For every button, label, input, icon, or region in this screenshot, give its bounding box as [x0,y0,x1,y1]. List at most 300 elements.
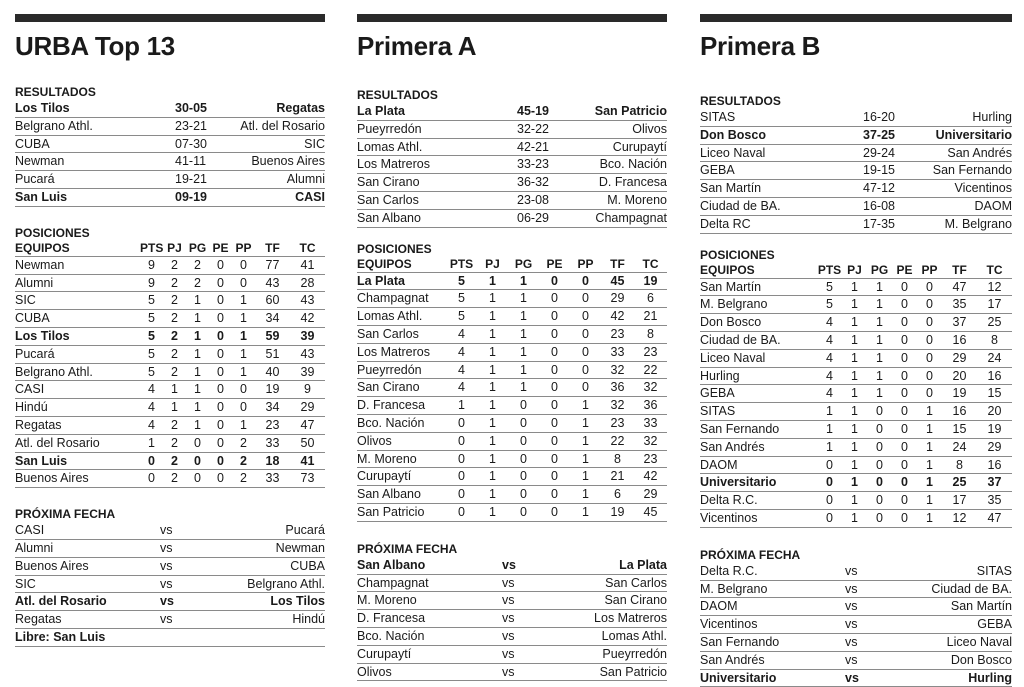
team-name: M. Belgrano [700,297,768,312]
team-name: SIC [15,293,36,308]
standings-row [15,435,325,453]
stat-value: 4 [148,417,155,432]
versus-label: vs [845,652,858,667]
stat-value: 2 [240,471,247,486]
stat-value: 2 [240,453,247,468]
team-name: Newman [15,257,65,272]
score: 30-05 [175,101,207,115]
column-title: URBA Top 13 [15,31,175,61]
stat-value: 35 [952,297,967,312]
stat-value: 1 [194,364,201,379]
stat-value: 33 [265,435,280,450]
stat-value: 1 [926,439,933,454]
stat-value: 1 [194,311,201,326]
stat-value: 17 [952,493,967,508]
away-team: Pucará [285,523,325,538]
stat-value: 42 [300,311,315,326]
stat-value: 50 [300,435,315,450]
stat-value: 2 [171,364,178,379]
stat-value: 2 [171,346,178,361]
stat-value: 0 [876,475,883,490]
team-name: Alumni [15,275,54,290]
score: 37-25 [863,127,895,142]
standings-row [357,397,667,415]
stat-value: 0 [926,332,933,347]
stat-value: 1 [851,439,858,454]
stat-value: 28 [300,275,315,290]
stat-value: 36 [643,398,658,413]
stat-value: 0 [217,346,224,361]
versus-label: vs [502,664,515,679]
stat-value: 0 [520,487,527,502]
stat-value: 35 [987,493,1002,508]
team-name: Champagnat [357,291,429,306]
home-team: Newman [15,154,65,169]
stat-value: 1 [876,386,883,401]
team-name: Los Matreros [357,344,430,359]
stat-value: 5 [826,297,833,312]
stat-value: 1 [520,326,527,341]
team-name: San Martín [700,279,762,294]
home-team: CASI [15,523,45,538]
versus-label: vs [845,634,858,649]
away-team: Lomas Athl. [601,628,667,643]
home-team: San Albano [357,210,421,225]
standings-row [700,439,1012,457]
stat-value: 1 [851,279,858,294]
stat-value: 1 [489,344,496,359]
team-name: SITAS [700,404,736,419]
results-list [700,109,1012,234]
stat-value: 5 [148,293,155,308]
score: 09-19 [175,189,207,204]
stat-value: 36 [610,380,625,395]
home-team: San Martín [700,181,762,196]
standings-row [700,368,1012,386]
versus-label: vs [502,646,515,661]
stat-value: 0 [901,475,908,490]
stat-value: 1 [851,368,858,383]
stat-value: 47 [300,417,315,432]
stat-value: 9 [304,382,311,397]
stat-value: 0 [876,510,883,525]
stat-value: 2 [171,257,178,272]
stat-value: 16 [987,457,1002,472]
team-name: Buenos Aires [15,471,89,486]
stat-value: 0 [876,404,883,419]
stat-value: 1 [826,421,833,436]
stat-value: 1 [926,421,933,436]
score: 23-21 [175,118,207,133]
stat-value: 0 [926,386,933,401]
column-header: PP [921,262,938,277]
stat-value: 0 [926,297,933,312]
stat-value: 4 [826,386,833,401]
stat-value: 9 [148,257,155,272]
versus-label: vs [502,611,515,626]
stat-value: 0 [217,328,224,343]
team-name: Los Tilos [15,328,70,343]
home-team: Delta RC [700,216,751,231]
team-name: CASI [15,382,45,397]
stat-value: 0 [458,487,465,502]
stat-value: 0 [217,311,224,326]
home-team: SIC [15,576,36,591]
results-heading: RESULTADOS [357,88,438,102]
column-header: PTS [140,240,164,255]
home-team: Delta R.C. [700,563,758,578]
stat-value: 4 [458,362,465,377]
home-team: San Albano [357,557,426,572]
positions-header-row [15,241,325,257]
standings-row [700,403,1012,421]
away-team: San Fernando [932,163,1012,178]
stat-value: 25 [952,475,967,490]
standings-row [15,453,325,471]
stat-value: 1 [520,344,527,359]
stat-value: 45 [610,273,625,288]
stat-value: 2 [171,417,178,432]
home-team: San Andrés [700,652,765,667]
stat-value: 8 [647,326,654,341]
team-name: Liceo Naval [700,350,766,365]
team-name: La Plata [357,273,405,288]
team-name: GEBA [700,386,735,401]
versus-label: vs [502,557,516,572]
team-name: San Fernando [700,421,780,436]
column-header: EQUIPOS [15,240,70,255]
fixture-row [700,598,1012,616]
home-team: Don Bosco [700,127,766,142]
standings-row [15,417,325,435]
column-top-rule [357,14,667,22]
home-team: Ciudad de BA. [700,198,781,213]
team-name: M. Moreno [357,451,417,466]
stat-value: 1 [582,487,589,502]
team-name: Universitario [700,475,777,490]
stat-value: 1 [194,382,201,397]
standings-row [700,350,1012,368]
stat-value: 4 [826,368,833,383]
away-team: San Martín [950,599,1012,614]
stat-value: 19 [265,382,280,397]
home-team: San Cirano [357,175,420,190]
stat-value: 4 [458,326,465,341]
stat-value: 2 [171,328,178,343]
stat-value: 25 [987,315,1002,330]
stat-value: 42 [610,309,625,324]
stat-value: 8 [614,451,621,466]
stat-value: 1 [876,368,883,383]
stat-value: 1 [851,510,858,525]
away-team: Vicentinos [954,181,1012,196]
away-team: Hurling [968,670,1012,685]
away-team: SITAS [976,563,1012,578]
away-team: Buenos Aires [251,154,325,169]
stat-value: 32 [643,380,658,395]
stat-value: 5 [826,279,833,294]
stat-value: 1 [582,469,589,484]
standings-row [15,381,325,399]
standings-row [700,385,1012,403]
stat-value: 51 [265,346,280,361]
stat-value: 2 [194,257,201,272]
home-team: Liceo Naval [700,145,766,160]
stat-value: 0 [582,362,589,377]
stat-value: 1 [194,293,201,308]
stat-value: 0 [582,273,589,288]
stat-value: 0 [551,415,558,430]
score: 42-21 [517,139,549,154]
stat-value: 2 [171,275,178,290]
stat-value: 29 [987,439,1002,454]
stat-value: 1 [582,504,589,519]
positions-heading: POSICIONES [700,247,775,262]
stat-value: 47 [987,510,1002,525]
stat-value: 0 [551,451,558,466]
stat-value: 20 [952,368,967,383]
stat-value: 0 [551,291,558,306]
score: 19-21 [175,172,207,187]
stat-value: 1 [851,386,858,401]
stat-value: 1 [489,326,496,341]
stat-value: 37 [952,315,967,330]
stat-value: 1 [194,417,201,432]
standings-row [357,451,667,469]
home-team: Olivos [357,664,392,679]
stat-value: 1 [520,273,527,288]
stat-value: 45 [643,504,658,519]
stat-value: 1 [826,439,833,454]
stat-value: 0 [520,504,527,519]
positions-table [15,241,325,488]
column-header: PJ [167,240,182,255]
stat-value: 0 [901,493,908,508]
fixture-row [700,652,1012,670]
stat-value: 1 [240,346,247,361]
team-name: Hindú [15,400,48,415]
home-team: M. Moreno [357,593,417,608]
away-team: M. Belgrano [944,216,1012,231]
stat-value: 0 [551,433,558,448]
stat-value: 5 [458,291,465,306]
stat-value: 0 [901,368,908,383]
standings-row [357,504,667,522]
away-team: CASI [295,189,325,204]
stat-value: 1 [851,475,858,490]
next-heading: PRÓXIMA FECHA [357,541,458,556]
stat-value: 2 [240,435,247,450]
column-top-rule [15,14,325,22]
stat-value: 0 [217,435,224,450]
away-team: D. Francesa [598,175,667,190]
stat-value: 33 [610,344,625,359]
away-team: Newman [275,540,325,555]
standings-row [15,470,325,488]
team-name: Regatas [15,417,62,432]
home-team: Champagnat [357,575,429,590]
stat-value: 1 [489,415,496,430]
standings-row [357,308,667,326]
stat-value: 0 [551,326,558,341]
stat-value: 1 [489,504,496,519]
team-name: CUBA [15,311,50,326]
next-fixtures-list [700,563,1012,687]
standings-row [700,510,1012,528]
stat-value: 1 [876,297,883,312]
home-team: Pucará [15,172,55,187]
column-title: Primera A [357,31,477,61]
standings-row [357,433,667,451]
column-header: PG [514,256,533,271]
stat-value: 0 [217,293,224,308]
stat-value: 1 [458,398,465,413]
result-row [15,189,325,207]
versus-label: vs [160,612,173,627]
fixture-row [357,646,667,664]
stat-value: 0 [551,309,558,324]
stat-value: 32 [610,362,625,377]
fixture-row [357,575,667,593]
stat-value: 39 [300,364,315,379]
column-header: TC [642,256,659,271]
fixture-row [357,610,667,628]
team-name: Belgrano Athl. [15,364,93,379]
stat-value: 5 [458,309,465,324]
standings-row [15,257,325,275]
stat-value: 1 [489,309,496,324]
next-fixtures-list [15,522,325,629]
home-team: San Luis [15,189,68,204]
stat-value: 60 [265,293,280,308]
standings-row [357,290,667,308]
stat-value: 23 [643,451,658,466]
versus-label: vs [160,523,173,538]
standings-row [700,296,1012,314]
stat-value: 16 [952,404,967,419]
stat-value: 1 [520,291,527,306]
versus-label: vs [160,594,174,609]
positions-table [357,257,667,522]
stat-value: 0 [901,315,908,330]
stat-value: 23 [610,415,625,430]
free-team-label: Libre: San Luis [15,629,106,644]
team-name: San Cirano [357,380,420,395]
column-header: PE [546,256,563,271]
stat-value: 1 [240,364,247,379]
stat-value: 1 [489,362,496,377]
versus-label: vs [845,563,858,578]
stat-value: 0 [876,421,883,436]
away-team: Don Bosco [950,652,1012,667]
column-primera-a [357,14,667,681]
stat-value: 12 [952,510,967,525]
home-team: Curupaytí [357,646,412,661]
stat-value: 15 [987,386,1002,401]
stat-value: 0 [582,344,589,359]
stat-value: 2 [171,293,178,308]
column-primera-b [700,14,1012,687]
stat-value: 43 [300,346,315,361]
stat-value: 1 [926,404,933,419]
positions-heading: POSICIONES [357,241,432,256]
stat-value: 1 [489,380,496,395]
fixture-row [15,522,325,540]
stat-value: 0 [582,291,589,306]
stat-value: 0 [582,326,589,341]
stat-value: 73 [300,471,315,486]
stat-value: 0 [901,457,908,472]
stat-value: 6 [647,291,654,306]
away-team: Hurling [972,110,1012,124]
home-team: DAOM [700,599,738,614]
stat-value: 2 [171,311,178,326]
stat-value: 1 [240,311,247,326]
stat-value: 20 [987,404,1002,419]
versus-label: vs [160,558,173,573]
stat-value: 0 [520,451,527,466]
stat-value: 1 [826,404,833,419]
home-team: Bco. Nación [357,628,425,643]
stat-value: 0 [240,400,247,415]
stat-value: 1 [876,279,883,294]
stat-value: 42 [643,469,658,484]
column-top-rule [700,14,1012,22]
stat-value: 0 [901,332,908,347]
standings-row [357,468,667,486]
stat-value: 12 [987,279,1002,294]
column-header: TF [610,256,625,271]
away-team: Bco. Nación [599,157,667,172]
stat-value: 19 [643,273,658,288]
stat-value: 0 [926,315,933,330]
stat-value: 0 [520,398,527,413]
fixture-row [15,611,325,629]
stat-value: 1 [194,346,201,361]
stat-value: 0 [901,350,908,365]
results-heading: RESULTADOS [700,94,781,108]
stat-value: 1 [582,451,589,466]
results-list [15,100,325,207]
column-header: PTS [817,262,842,277]
stat-value: 29 [643,487,658,502]
stat-value: 1 [851,404,858,419]
stat-value: 0 [520,469,527,484]
next-heading: PRÓXIMA FECHA [15,507,116,522]
team-name: Atl. del Rosario [15,435,100,450]
away-team: M. Moreno [607,192,667,207]
home-team: D. Francesa [357,611,426,626]
column-header: PG [870,262,889,277]
stat-value: 5 [148,328,155,343]
stat-value: 15 [952,421,967,436]
stat-value: 1 [851,457,858,472]
stat-value: 4 [826,332,833,347]
stat-value: 24 [987,350,1002,365]
versus-label: vs [845,617,858,632]
stat-value: 1 [582,398,589,413]
stat-value: 1 [194,328,201,343]
fixture-row [700,616,1012,634]
score: 32-22 [517,121,549,136]
stat-value: 21 [643,309,658,324]
team-name: Delta R.C. [700,493,758,508]
score: 36-32 [517,175,549,190]
stat-value: 0 [826,475,833,490]
team-name: San Andrés [700,439,765,454]
away-team: Los Matreros [594,611,667,626]
stat-value: 5 [148,346,155,361]
